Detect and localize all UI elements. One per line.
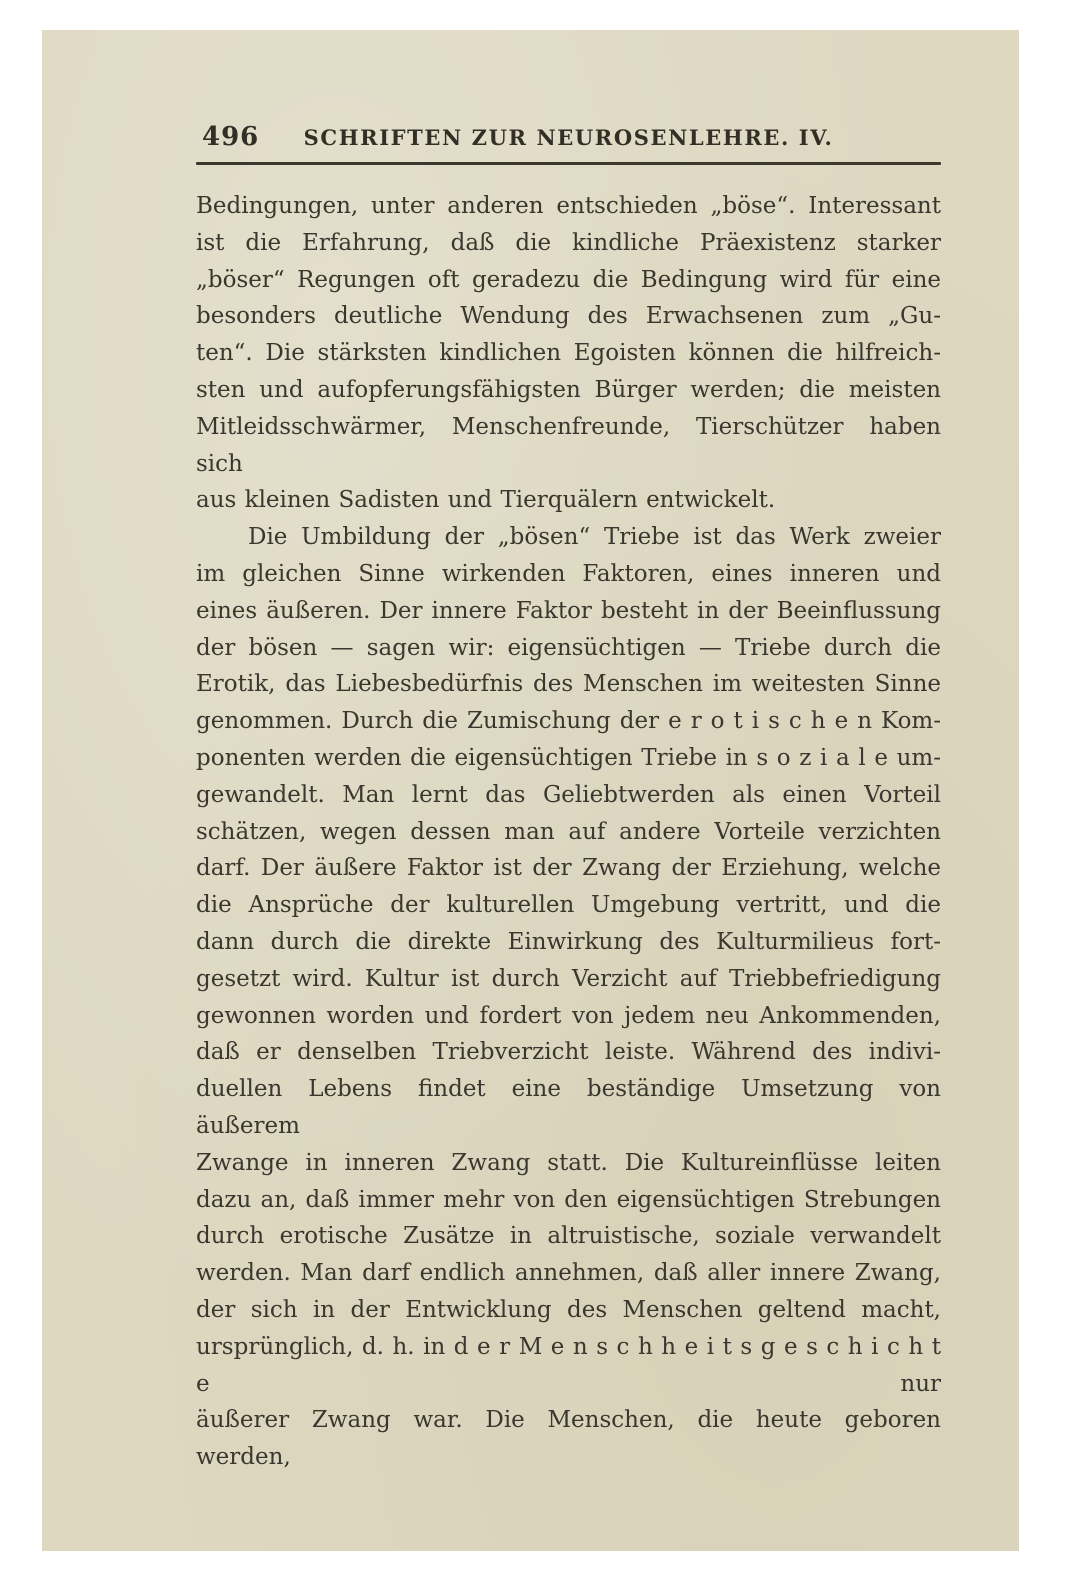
text-line: genommen. Durch die Zumischung der e r o t i s c h e n Kom- — [196, 708, 941, 735]
text-line: besonders deutliche Wendung des Erwachsenen zum „Gu- — [196, 303, 941, 330]
text-line: werden. Man darf endlich annehmen, daß aller innere Zwang, — [196, 1260, 941, 1287]
text-line: ponenten werden die eigensüchtigen Triebe in s o z i a l e um- — [196, 744, 941, 771]
page-header — [196, 122, 941, 156]
text-line: Bedingungen, unter anderen entschieden „böse“. Interessant — [196, 193, 941, 219]
paragraph — [196, 519, 941, 1476]
text-line: Mitleidsschwärmer, Menschenfreunde, Tierschützer haben sich — [196, 413, 941, 477]
paragraph — [196, 188, 941, 519]
text-line: dazu an, daß immer mehr von den eigensüchtigen Strebungen — [196, 1186, 941, 1213]
body-text — [196, 188, 941, 1476]
text-line: die Ansprüche der kulturellen Umgebung vertritt, und die — [196, 892, 941, 919]
running-title: SCHRIFTEN ZUR NEUROSENLEHRE. IV. — [303, 125, 834, 150]
text-line: Zwange in inneren Zwang statt. Die Kultureinflüsse leiten — [196, 1149, 941, 1176]
text-line: dann durch die direkte Einwirkung des Kulturmilieus fort- — [196, 928, 941, 955]
text-line: duellen Lebens findet eine beständige Umsetzung von äußerem — [196, 1076, 941, 1139]
text-line: Die Umbildung der „bösen“ Triebe ist das Werk zweier — [248, 524, 941, 551]
text-line: schätzen, wegen dessen man auf andere Vorteile verzichten — [196, 818, 941, 845]
text-line: der bösen — sagen wir: eigensüchtigen — Triebe durch die — [196, 634, 941, 661]
text-line: sten und aufopferungsfähigsten Bürger werden; die meisten — [196, 376, 941, 403]
text-line: „böser“ Regungen oft geradezu die Bedingung wird für eine — [196, 266, 941, 293]
book-page — [42, 30, 1019, 1551]
text-line: äußerer Zwang war. Die Menschen, die heute geboren werden, — [196, 1407, 941, 1471]
text-line: der sich in der Entwicklung des Menschen geltend macht, — [196, 1296, 941, 1323]
text-line: darf. Der äußere Faktor ist der Zwang der Erziehung, welche — [196, 855, 941, 882]
text-line: Erotik, das Liebesbedürfnis des Menschen im weitesten Sinne — [196, 671, 941, 698]
text-line: ursprünglich, d. h. in d e r M e n s c h h e i t s g e s c h i c h t e nur — [196, 1333, 941, 1397]
text-line: durch erotische Zusätze in altruistische, soziale verwandelt — [196, 1223, 941, 1250]
text-line: gewonnen worden und fordert von jedem neu Ankommenden, — [196, 1002, 941, 1029]
text-line: eines äußeren. Der innere Faktor besteht in der Beeinflussung — [196, 597, 941, 624]
page-number: 496 — [202, 122, 260, 152]
text-line: gewandelt. Man lernt das Geliebtwerden als einen Vorteil — [196, 781, 941, 808]
text-line: gesetzt wird. Kultur ist durch Verzicht auf Triebbefriedigung — [196, 965, 941, 992]
text-line: aus kleinen Sadisten und Tierquälern entwickelt. — [196, 487, 776, 514]
text-line: ist die Erfahrung, daß die kindliche Präexistenz starker — [196, 229, 941, 256]
text-line: im gleichen Sinne wirkenden Faktoren, eines inneren und — [196, 560, 941, 587]
header-rule — [196, 162, 941, 165]
text-line: ten“. Die stärksten kindlichen Egoisten können die hilfreich- — [196, 340, 941, 367]
text-line: daß er denselben Triebverzicht leiste. Während des indivi- — [196, 1039, 941, 1066]
